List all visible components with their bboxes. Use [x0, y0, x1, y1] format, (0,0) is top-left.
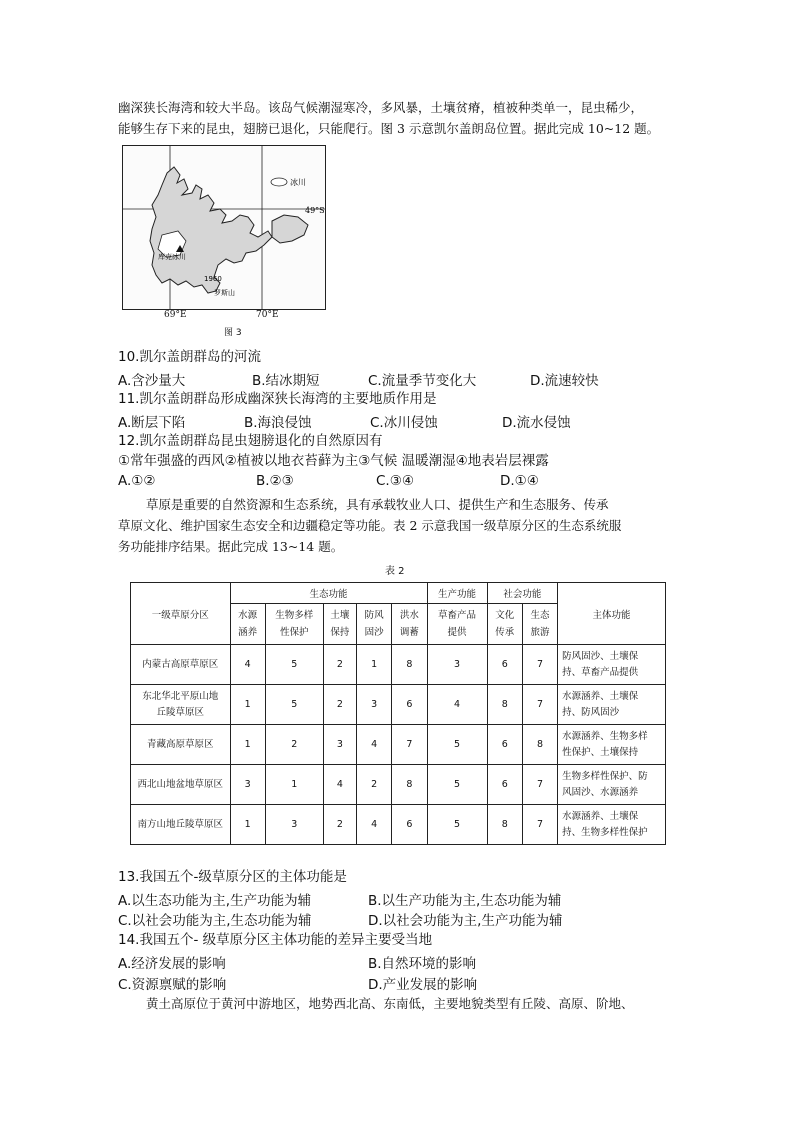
- header-eco-tourism: 生态 旅游: [522, 604, 557, 645]
- rank-cell: 8: [392, 645, 427, 685]
- q11-option-c[interactable]: C.冰川侵蚀: [370, 415, 438, 431]
- intro-2-line-3: 务功能排序结果。据此完成 13~14 题。: [118, 539, 344, 554]
- elevation-label: 1960: [204, 275, 222, 283]
- rank-cell: 1: [357, 645, 392, 685]
- q12-option-c[interactable]: C.③④: [376, 473, 414, 489]
- rank-cell: 3: [230, 765, 265, 805]
- header-water-conservation: 水源 涵养: [230, 604, 265, 645]
- main-function-cell: 水源涵养、土壤保 持、生物多样性保护: [558, 805, 666, 845]
- q10-option-b[interactable]: B.结冰期短: [252, 373, 320, 389]
- rank-cell: 7: [522, 765, 557, 805]
- rank-cell: 4: [427, 685, 487, 725]
- rank-cell: 6: [487, 765, 522, 805]
- q13-option-b[interactable]: B.以生产功能为主,生态功能为辅: [368, 893, 562, 909]
- table-row: [131, 685, 666, 725]
- rank-cell: 8: [487, 805, 522, 845]
- main-function-cell: 水源涵养、生物多样 性保护、土壤保持: [558, 725, 666, 765]
- table-row: [131, 725, 666, 765]
- region-cell: 南方山地丘陵草原区: [131, 805, 231, 845]
- header-group-production: 生产功能: [427, 583, 487, 604]
- q12-stem: 12.凯尔盖朗群岛昆虫翅膀退化的自然原因有: [118, 433, 383, 449]
- rank-cell: 5: [427, 765, 487, 805]
- rank-cell: 5: [265, 645, 323, 685]
- rank-cell: 7: [522, 805, 557, 845]
- rank-cell: 8: [392, 765, 427, 805]
- intro-paragraph-1: [118, 97, 686, 139]
- header-windbreak: 防风 固沙: [357, 604, 392, 645]
- header-flood-regulation: 洪水 调蓄: [392, 604, 427, 645]
- q10-stem: 10.凯尔盖朗群岛的河流: [118, 349, 261, 365]
- rank-cell: 2: [323, 805, 356, 845]
- map-caption: 图 3: [224, 328, 242, 338]
- region-cell: 西北山地盆地草原区: [131, 765, 231, 805]
- longitude-69-text: 69°E: [164, 310, 187, 320]
- header-soil-conservation: 土壤 保持: [323, 604, 356, 645]
- region-cell: 青藏高原草原区: [131, 725, 231, 765]
- intro-2-line-2: 草原文化、维护国家生态安全和边疆稳定等功能。表 2 示意我国一级草原分区的生态系统服: [118, 518, 622, 533]
- rank-cell: 5: [265, 685, 323, 725]
- rank-cell: 3: [427, 645, 487, 685]
- latitude-label: 49°S: [305, 206, 325, 215]
- main-function-cell: 防风固沙、土壤保 持、草畜产品提供: [558, 645, 666, 685]
- q12-option-b[interactable]: B.②③: [256, 473, 294, 489]
- table-row: [131, 645, 666, 685]
- rank-cell: 1: [230, 725, 265, 765]
- q12-option-a[interactable]: A.①②: [118, 473, 156, 489]
- q10-option-c[interactable]: C.流量季节变化大: [368, 373, 477, 389]
- rank-cell: 7: [522, 685, 557, 725]
- legend-label: 冰川: [290, 178, 306, 187]
- q14-option-a[interactable]: A.经济发展的影响: [118, 956, 226, 972]
- rank-cell: 8: [487, 685, 522, 725]
- kerguelen-map: [122, 145, 332, 315]
- rank-cell: 1: [265, 765, 323, 805]
- rank-cell: 7: [392, 725, 427, 765]
- rank-cell: 6: [392, 805, 427, 845]
- main-function-cell: 水源涵养、土壤保 持、防风固沙: [558, 685, 666, 725]
- q10-option-d[interactable]: D.流速较快: [530, 373, 599, 389]
- table-row: [131, 805, 666, 845]
- rank-cell: 2: [323, 645, 356, 685]
- header-group-ecological: 生态功能: [230, 583, 427, 604]
- rank-cell: 4: [230, 645, 265, 685]
- rank-cell: 5: [427, 725, 487, 765]
- q11-stem: 11.凯尔盖朗群岛形成幽深狭长海湾的主要地质作用是: [118, 391, 437, 407]
- main-function-cell: 生物多样性保护、防 风固沙、水源涵养: [558, 765, 666, 805]
- rank-cell: 1: [230, 805, 265, 845]
- q11-option-d[interactable]: D.流水侵蚀: [502, 415, 571, 431]
- rank-cell: 3: [357, 685, 392, 725]
- header-livestock-products: 草畜产品 提供: [427, 604, 487, 645]
- intro-2-line-1: 草原是重要的自然资源和生态系统，具有承载牧业人口、提供生产和生态服务、传承: [146, 497, 609, 512]
- rank-cell: 3: [323, 725, 356, 765]
- rank-cell: 6: [487, 645, 522, 685]
- q12-option-d[interactable]: D.①④: [500, 473, 539, 489]
- rank-cell: 7: [522, 645, 557, 685]
- q11-option-a[interactable]: A.断层下陷: [118, 415, 186, 431]
- header-main-function: 主体功能: [558, 583, 666, 645]
- q14-option-d[interactable]: D.产业发展的影响: [368, 977, 478, 993]
- rank-cell: 4: [323, 765, 356, 805]
- q14-stem: 14.我国五个- 级草原分区主体功能的差异主要受当地: [118, 932, 433, 948]
- rank-cell: 6: [392, 685, 427, 725]
- header-group-social: 社会功能: [487, 583, 558, 604]
- rank-cell: 6: [487, 725, 522, 765]
- rank-cell: 4: [357, 725, 392, 765]
- header-region: 一级草原分区: [131, 583, 231, 645]
- rank-cell: 4: [357, 805, 392, 845]
- header-culture: 文化 传承: [487, 604, 522, 645]
- intro-3-line-1: 黄土高原位于黄河中游地区，地势西北高、东南低，主要地貌类型有丘陵、高原、阶地、: [146, 996, 634, 1011]
- intro-paragraph-3: [118, 993, 686, 1014]
- grassland-table: [130, 582, 666, 845]
- table-row: [131, 765, 666, 805]
- region-cell: 东北华北平原山地 丘陵草原区: [131, 685, 231, 725]
- q11-option-b[interactable]: B.海浪侵蚀: [244, 415, 312, 431]
- header-biodiversity: 生物多样 性保护: [265, 604, 323, 645]
- region-cell: 内蒙古高原草原区: [131, 645, 231, 685]
- q13-stem: 13.我国五个-级草原分区的主体功能是: [118, 869, 347, 885]
- rank-cell: 2: [357, 765, 392, 805]
- q12-items: ①常年强盛的西风②植被以地衣苔藓为主③气候 温暖潮湿④地表岩层裸露: [118, 453, 549, 469]
- rank-cell: 2: [265, 725, 323, 765]
- intro-1-line-2: 能够生存下来的昆虫，翅膀已退化，只能爬行。图 3 示意凯尔盖朗岛位置。据此完成 10~12 题。: [118, 121, 660, 136]
- q14-option-b[interactable]: B.自然环境的影响: [368, 956, 477, 972]
- longitude-70: 70°E: [256, 310, 279, 320]
- peak-name: 罗斯山: [214, 289, 235, 297]
- q14-option-c[interactable]: C.资源禀赋的影响: [118, 977, 227, 993]
- q13-option-a[interactable]: A.以生态功能为主,生产功能为辅: [118, 893, 312, 909]
- glacier-legend-icon: [271, 178, 287, 186]
- q13-option-c[interactable]: C.以社会功能为主,生态功能为辅: [118, 913, 312, 929]
- q13-option-d[interactable]: D.以社会功能为主,生产功能为辅: [368, 913, 563, 929]
- glacier-name: 库克冰川: [158, 253, 186, 261]
- rank-cell: 1: [230, 685, 265, 725]
- rank-cell: 3: [265, 805, 323, 845]
- rank-cell: 2: [323, 685, 356, 725]
- rank-cell: 8: [522, 725, 557, 765]
- q10-option-a[interactable]: A.含沙量大: [118, 373, 186, 389]
- table-caption: 表 2: [385, 566, 405, 577]
- rank-cell: 5: [427, 805, 487, 845]
- intro-1-line-1: 幽深狭长海湾和较大半岛。该岛气候潮湿寒冷，多风暴，土壤贫瘠，植被种类单一，昆虫稀少，: [118, 100, 644, 115]
- intro-paragraph-2: [118, 494, 686, 557]
